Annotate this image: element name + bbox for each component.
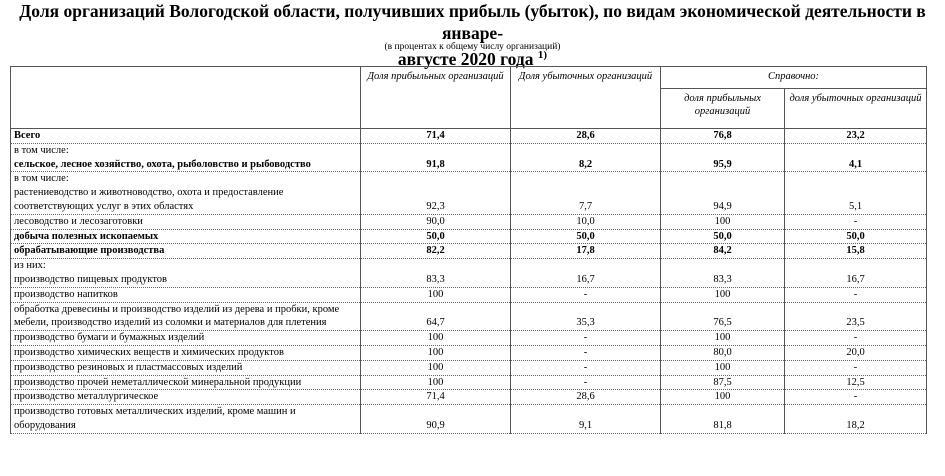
table-row [11,186,927,214]
header-indicator-cell [11,67,361,129]
row-label: производство металлургическое [11,390,361,405]
table-title [0,0,945,70]
table-row [11,405,927,434]
header-loss-share: Доля убыточных организаций [511,67,661,129]
profit-share-table [10,66,927,434]
cell-profit: 100 [361,331,511,346]
row-label: сельское, лесное хозяйство, охота, рыболовство и рыбоводство [11,158,361,172]
row-label: производство готовых металлических изделий, кроме машин и оборудования [11,405,361,434]
cell-loss: 28,6 [511,390,661,405]
cell-loss: 7,7 [511,186,661,214]
table-row [11,302,927,331]
cell-profit: 91,8 [361,158,511,172]
row-label: обработка древесины и производство изделий из дерева и пробки, кроме мебели, производство изделий из соломки и материалов для плетения [11,302,361,331]
cell-ref-loss: 16,7 [785,273,927,287]
title-line-2: августе 2020 года [397,48,534,69]
table-row [11,158,927,172]
cell-ref-profit: 94,9 [661,186,785,214]
table-row [11,345,927,360]
cell-ref-loss [785,143,927,157]
header-ref-profit-share: доля прибыльных организаций [661,88,785,129]
cell-profit: 100 [361,345,511,360]
cell-loss: 8,2 [511,158,661,172]
table-row [11,244,927,259]
cell-ref-loss: 20,0 [785,345,927,360]
cell-profit: 50,0 [361,229,511,244]
table-row [11,273,927,287]
cell-loss: - [511,345,661,360]
cell-ref-loss [785,172,927,186]
row-label: растениеводство и животноводство, охота и предоставление соответствующих услуг в этих областях [11,186,361,214]
table-row-subheading [11,143,927,157]
cell-profit: 92,3 [361,186,511,214]
header-profit-share: Доля прибыльных организаций [361,67,511,129]
row-label: из них: [11,259,361,273]
cell-profit [361,143,511,157]
table-row [11,390,927,405]
table-row [11,214,927,229]
cell-loss: - [511,360,661,375]
cell-ref-profit: 76,8 [661,129,785,144]
header-ref-loss-share: доля убыточных организаций [785,88,927,129]
cell-ref-profit: 83,3 [661,273,785,287]
row-label: производство бумаги и бумажных изделий [11,331,361,346]
cell-ref-profit: 100 [661,390,785,405]
cell-loss: 17,8 [511,244,661,259]
cell-profit: 100 [361,360,511,375]
cell-loss: 50,0 [511,229,661,244]
row-label: Всего [11,129,361,144]
cell-ref-loss: - [785,331,927,346]
cell-profit [361,259,511,273]
cell-ref-loss: 15,8 [785,244,927,259]
cell-ref-loss: 4,1 [785,158,927,172]
row-label: в том числе: [11,143,361,157]
cell-profit: 100 [361,375,511,390]
title-footnote-mark: 1) [537,49,548,61]
row-label: производство резиновых и пластмассовых изделий [11,360,361,375]
cell-ref-loss: 23,5 [785,302,927,331]
cell-profit [361,172,511,186]
cell-loss: 9,1 [511,405,661,434]
cell-ref-profit: 50,0 [661,229,785,244]
cell-loss: - [511,287,661,302]
table-row [11,375,927,390]
cell-ref-profit [661,172,785,186]
row-label: обрабатывающие производства [11,244,361,259]
table-row-subheading [11,172,927,186]
cell-ref-loss: - [785,360,927,375]
cell-ref-profit: 87,5 [661,375,785,390]
cell-ref-loss: 12,5 [785,375,927,390]
cell-ref-loss: 50,0 [785,229,927,244]
cell-profit: 83,3 [361,273,511,287]
cell-loss: - [511,375,661,390]
cell-profit: 71,4 [361,390,511,405]
cell-loss [511,143,661,157]
title-line-1: Доля организаций Вологодской области, получивших прибыль (убыток), по видам экономической деятельности в январе- [19,1,926,43]
cell-ref-loss: - [785,214,927,229]
cell-ref-profit: 100 [661,287,785,302]
row-label: производство прочей неметаллической минеральной продукции [11,375,361,390]
row-label: добыча полезных ископаемых [11,229,361,244]
table-row [11,360,927,375]
cell-ref-loss: 18,2 [785,405,927,434]
cell-ref-profit: 76,5 [661,302,785,331]
cell-loss: 10,0 [511,214,661,229]
cell-profit: 90,9 [361,405,511,434]
row-label: лесоводство и лесозаготовки [11,214,361,229]
cell-ref-profit: 100 [661,331,785,346]
header-reference: Справочно: [661,67,927,89]
cell-profit: 100 [361,287,511,302]
row-label: производство химических веществ и химических продуктов [11,345,361,360]
row-label: производство пищевых продуктов [11,273,361,287]
cell-loss: 16,7 [511,273,661,287]
cell-ref-loss: 5,1 [785,186,927,214]
table-row [11,331,927,346]
table-row [11,129,927,144]
cell-profit: 90,0 [361,214,511,229]
cell-profit: 71,4 [361,129,511,144]
cell-ref-profit: 100 [661,214,785,229]
cell-loss: 35,3 [511,302,661,331]
cell-ref-profit [661,259,785,273]
cell-loss [511,259,661,273]
cell-ref-loss: - [785,390,927,405]
cell-ref-profit: 100 [661,360,785,375]
cell-loss [511,172,661,186]
cell-profit: 64,7 [361,302,511,331]
table-row [11,287,927,302]
cell-ref-loss: 23,2 [785,129,927,144]
row-label: производство напитков [11,287,361,302]
table-row [11,229,927,244]
cell-loss: - [511,331,661,346]
table-subtitle: (в процентах к общему числу организаций) [384,42,561,52]
cell-ref-loss: - [785,287,927,302]
cell-ref-profit: 95,9 [661,158,785,172]
cell-ref-profit [661,143,785,157]
table-row-subheading [11,259,927,273]
cell-ref-profit: 81,8 [661,405,785,434]
cell-profit: 82,2 [361,244,511,259]
cell-ref-loss [785,259,927,273]
cell-ref-profit: 84,2 [661,244,785,259]
cell-loss: 28,6 [511,129,661,144]
cell-ref-profit: 80,0 [661,345,785,360]
row-label: в том числе: [11,172,361,186]
